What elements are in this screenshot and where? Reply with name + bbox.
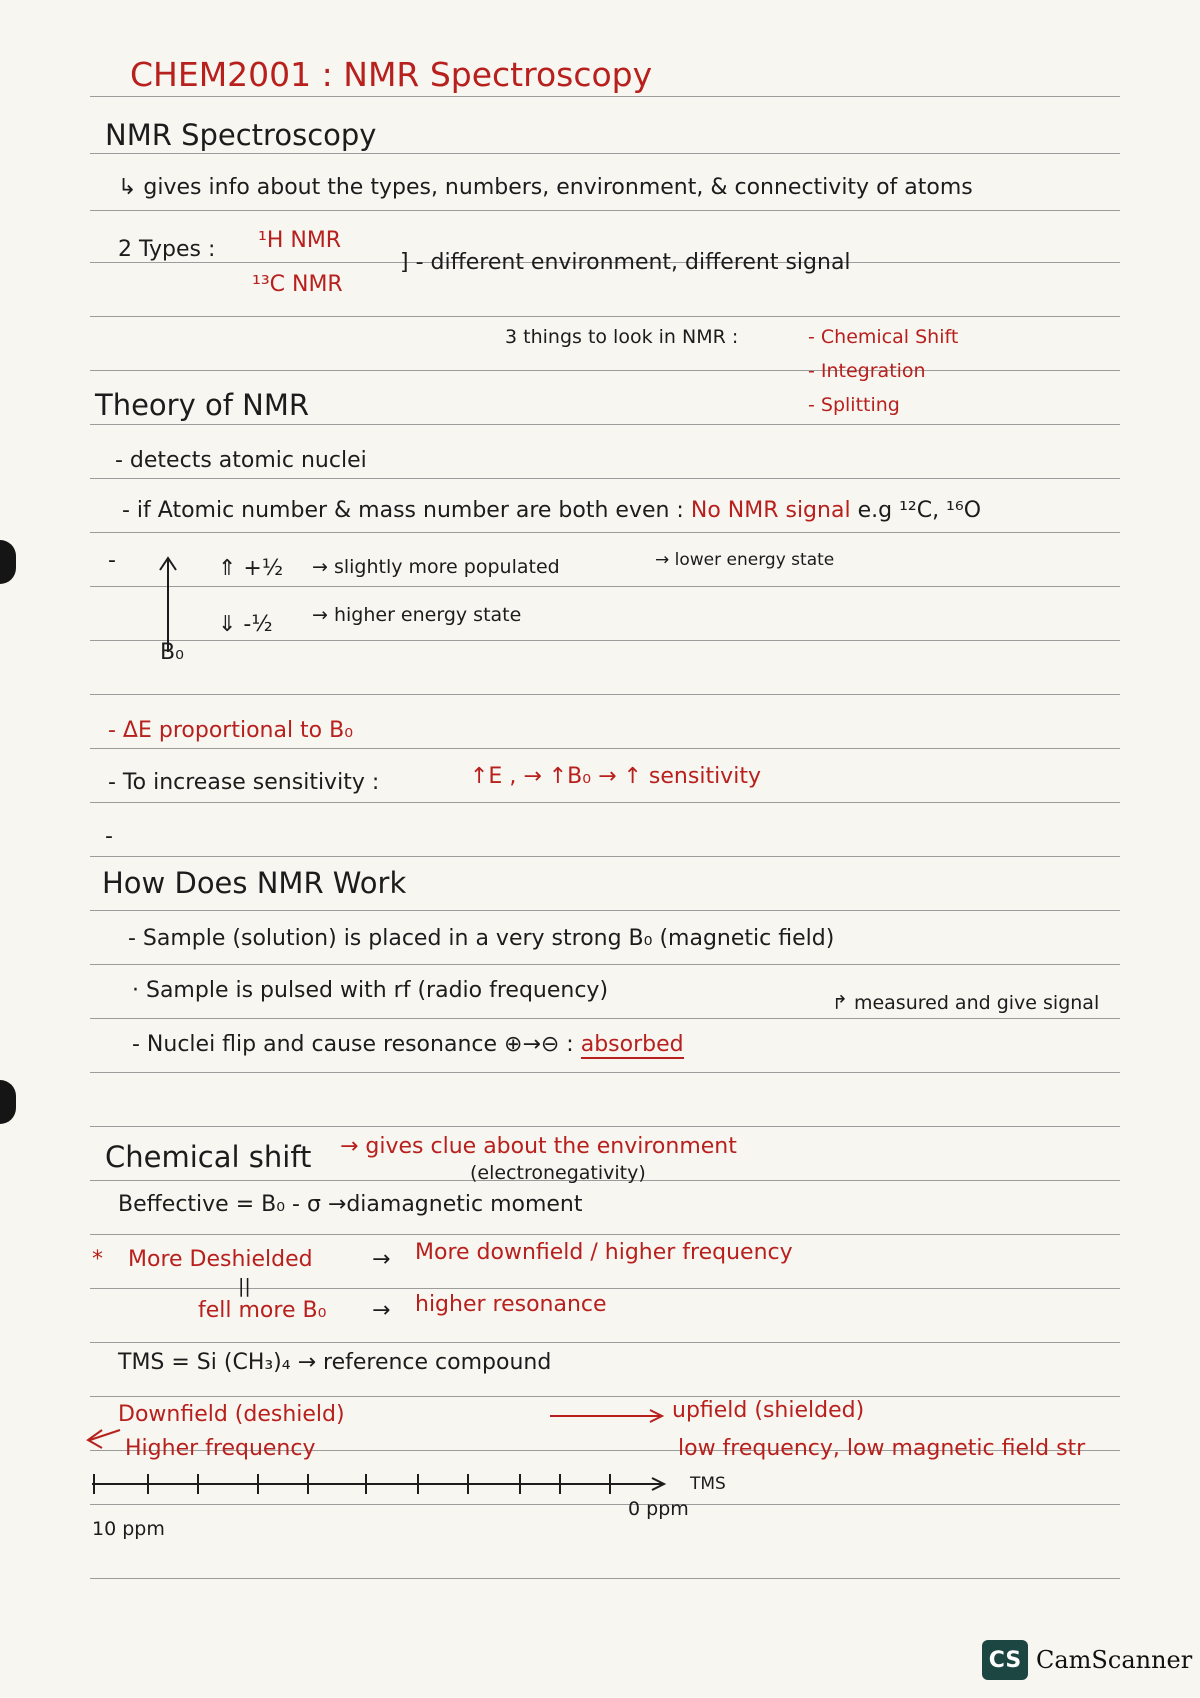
theory-line-2 [122, 498, 981, 523]
nmr-heading: NMR Spectroscopy [105, 118, 377, 152]
how-line-1: - Sample (solution) is placed in a very strong B₀ (magnetic field) [128, 926, 835, 951]
camscanner-logo-icon: CS [982, 1640, 1028, 1680]
ruled-line [90, 1018, 1120, 1019]
spin-up-state: ⇑ +½ [218, 556, 284, 581]
ruled-line [90, 210, 1120, 211]
ruled-line [90, 748, 1120, 749]
sensitivity-steps: ↑E , → ↑B₀ → ↑ sensitivity [470, 764, 761, 789]
upfield-label: upfield (shielded) [672, 1398, 865, 1423]
theory-example: e.g ¹²C, ¹⁶O [857, 498, 982, 523]
type-h-nmr: ¹H NMR [258, 228, 342, 253]
ppm-10-label: 10 ppm [92, 1518, 165, 1540]
theory-heading: Theory of NMR [95, 388, 310, 422]
spin-up-note: → slightly more populated [312, 556, 560, 578]
ruled-line [90, 424, 1120, 425]
low-frequency-label: low frequency, low magnetic field str [678, 1436, 1086, 1461]
types-note: ] - different environment, different signal [400, 250, 851, 275]
ruled-line [90, 1234, 1120, 1235]
higher-resonance: higher resonance [415, 1292, 607, 1317]
thing-splitting: - Splitting [808, 394, 900, 416]
spin-down-note: → higher energy state [312, 604, 522, 626]
dash: - [108, 548, 116, 573]
ppm-0-label: 0 ppm [628, 1498, 689, 1520]
ruled-line [90, 1126, 1120, 1127]
deshielded-arrow: → [372, 1247, 391, 1272]
downfield-label: Downfield (deshield) [118, 1402, 345, 1427]
equals-sign: || [238, 1275, 251, 1297]
ruled-line [90, 316, 1120, 317]
spin-down-state: ⇓ -½ [218, 612, 273, 637]
binder-hole [0, 1080, 16, 1124]
ruled-line [90, 1072, 1120, 1073]
delta-e-line: - ΔE proportional to B₀ [108, 718, 354, 743]
ruled-line [90, 1342, 1120, 1343]
three-things-label: 3 things to look in NMR : [505, 326, 739, 348]
sensitivity-label: - To increase sensitivity : [108, 770, 380, 795]
more-deshielded: More Deshielded [128, 1247, 313, 1272]
dash-empty: - [105, 824, 113, 849]
page-title: CHEM2001 : NMR Spectroscopy [130, 55, 653, 94]
how-heading: How Does NMR Work [102, 866, 407, 900]
thing-integration: - Integration [808, 360, 926, 382]
ruled-line [90, 532, 1120, 533]
types-label: 2 Types : [118, 237, 216, 262]
ruled-line [90, 153, 1120, 154]
feel-more-b0: fell more B₀ [198, 1298, 327, 1323]
tms-line: TMS = Si (CH₃)₄ → reference compound [118, 1350, 552, 1375]
ruled-line [90, 96, 1120, 97]
how-line-3-text: - Nuclei flip and cause resonance ⊕→⊖ : [132, 1032, 574, 1057]
type-c-nmr: ¹³C NMR [252, 272, 343, 297]
b-effective-line: Beffective = B₀ - σ →diamagnetic moment [118, 1192, 583, 1217]
camscanner-text: CamScanner [1036, 1646, 1193, 1674]
ruled-line [90, 586, 1120, 587]
higher-frequency-label: Higher frequency [125, 1436, 316, 1461]
ruled-line [90, 856, 1120, 857]
ruled-line [90, 1578, 1120, 1579]
ruled-line [90, 370, 1120, 371]
spin-up-note-2: → lower energy state [655, 550, 835, 570]
camscanner-watermark [982, 1640, 1192, 1680]
star-marker: * [92, 1247, 103, 1272]
binder-hole [0, 540, 16, 584]
no-nmr-signal: No NMR signal [690, 498, 851, 523]
ruled-line [90, 1396, 1120, 1397]
how-line-2: · Sample is pulsed with rf (radio frequency) [132, 978, 609, 1003]
chemical-shift-heading: Chemical shift [105, 1140, 312, 1174]
measured-note: ↱ measured and give signal [832, 992, 1100, 1014]
ruled-line [90, 694, 1120, 695]
theory-line-1: - detects atomic nuclei [115, 448, 367, 473]
ruled-line [90, 964, 1120, 965]
ruled-line [90, 640, 1120, 641]
ruled-line [90, 910, 1120, 911]
ruled-line [90, 478, 1120, 479]
resonance-arrow: → [372, 1298, 391, 1323]
how-line-3 [132, 1032, 684, 1057]
b0-label: B₀ [160, 640, 184, 665]
gives-info-line: ↳ gives info about the types, numbers, environment, & connectivity of atoms [118, 175, 973, 200]
tms-tick-label: TMS [690, 1474, 726, 1494]
ruled-line [90, 802, 1120, 803]
chemical-shift-note: → gives clue about the environment [340, 1134, 737, 1159]
thing-chemical-shift: - Chemical Shift [808, 326, 959, 348]
electronegativity-note: (electronegativity) [470, 1162, 646, 1184]
more-downfield: More downfield / higher frequency [415, 1240, 793, 1265]
absorbed-label: absorbed [580, 1032, 684, 1057]
ppm-scale [80, 1400, 740, 1510]
theory-line-2-text: - if Atomic number & mass number are both even : [122, 498, 684, 523]
